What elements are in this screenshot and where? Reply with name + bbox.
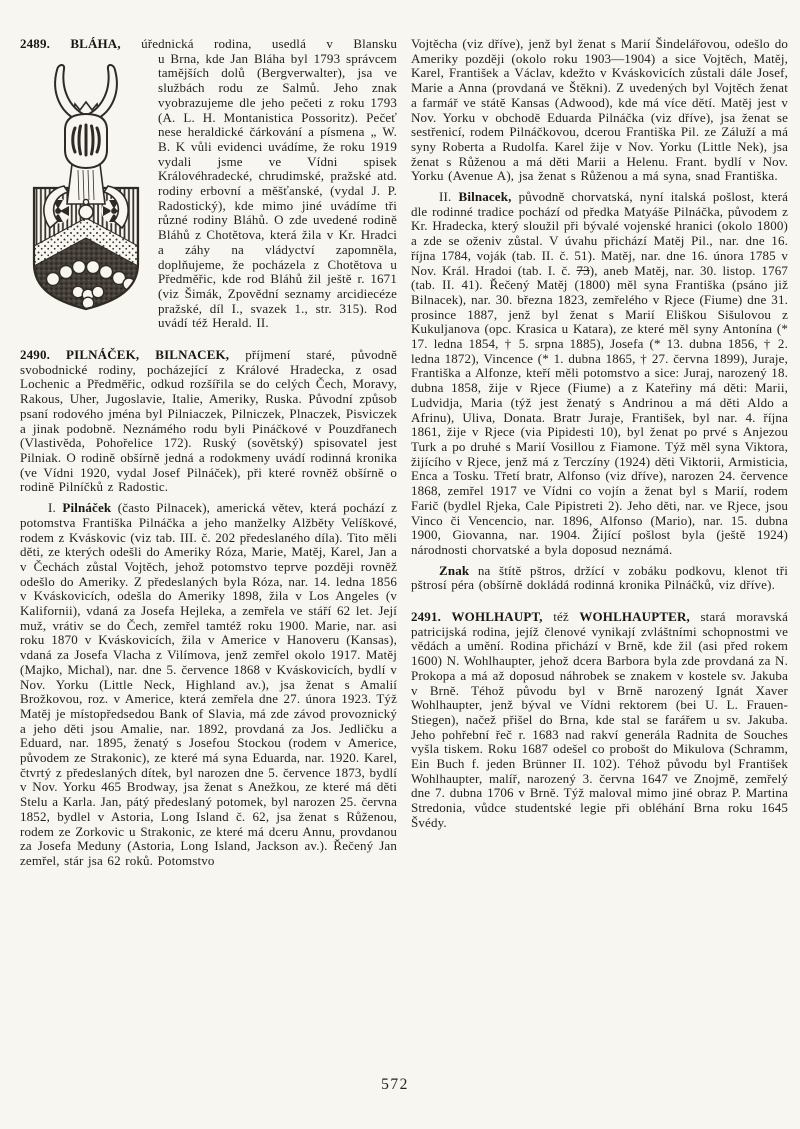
entry-lead-text: úřednická rodina, usedlá v Blansku — [141, 36, 397, 51]
entry-body: příjmení staré, původně svobodnické rodiny, pocházející z Králové Hradecka, z osad Lochenic a Předměřic, odkud rozšířila se do celých Čech, Moravy, Rakous, Uher, Jugoslavie, Italie, Ameriky, Ruska. Původní způsob psaní rodového jména byl Pilniaczek, Pilniczek, Plnaczek, Pisviczek a jinak podobně. Neznámého rodu byli Pináčkové v Pouzdřanech (Vlastivěda, Pohořelice 172). Ruský (sovětský) spisovatel jest Pilniak. O rodině obšírně jedná a rodokmeny uvádí rodinná kronika (ve Vídni 1920, vydal Josef Pilnáček), při které rovněž obšírně o rodině Pilníčků z Radostic. — [20, 347, 398, 495]
entry-number: 2490. — [20, 347, 50, 363]
entry-blaha-body-wrap — [20, 52, 397, 331]
branch-roman-numeral: I. — [48, 500, 56, 516]
branch-roman-numeral: II. — [439, 189, 452, 205]
struck-number: 73 — [576, 262, 590, 278]
coat-of-arms-figure — [30, 62, 142, 312]
paragraph-body-part-a: původně chorvatská, nyní italská pošlost, která dle rodinné tradice pochází od předka Matyáše Pilnáčka, původem z Kr. Hradecka, který sloužil při bývalé vojenské hranici (okolo 1800) a zde se oženiv zůstal. V úvahu přichází Matěj Pil., nar. dne 16. října 1784, voják (tab. II. č. 51). Matěj, nar. dne 16. února 1785 v Nov. Král. Hradoi (tab. I. č. — [411, 189, 789, 278]
entry-pilnacek — [20, 348, 397, 495]
entry-conjunction: též — [553, 609, 569, 625]
blaha-coat-of-arms-icon — [30, 62, 142, 312]
entry-alt-name: WOHLHAUPTER, — [579, 609, 690, 625]
entry-wohlhaupt — [411, 610, 788, 831]
entry-name: PILNÁČEK, BILNACEK, — [66, 347, 230, 363]
paragraph-znak — [411, 564, 788, 593]
paragraph-body: na štítě pštros, držící v zobáku podkovu, klenot tři pštrosí péra (obšírně dokládá rodinná kronika Pilnáčků, viz dříve). — [411, 562, 788, 593]
entry-name: WOHLHAUPT, — [451, 609, 543, 625]
page-number: 572 — [381, 1076, 409, 1093]
entry-number: 2489. — [20, 36, 50, 51]
entry-body: stará moravská patricijská rodina, jejíž členové vynikají zvláštními schopnostmi ve vědách a umění. Rodina přichází v Brně, kde žil (asi před rokem 1600) N. Wohlhaupter, jehož dcera Barbora byla zde provdaná za N. Prokopa a má až doposud náhrobek se znakem v kostele sv. Jakuba v Brně. Téhož původu byl v Brně narozený Ignát Xaver Wohlhaupter, jenž býval ve Vídni rektorem (bei U. L. Frauen-Stiegen), načež přišel do Brna, kde stal se farářem u sv. Jakuba. Jeho pohřební řeč r. 1683 nad rakví generála Radnita de Souches vyšla tiskem. Roku 1687 odešel co probošt do Mikulova (Schramm, Ein Buch f. jeden Brünner II. 102). Téhož původu byl František Wohlhaupter, malíř, narozený 3. června 1647 ve Znojmě, zemřelý dne 7. dubna 1706 v Brně. Týž maloval mimo jiné obraz P. Martina Stredonia, vůdce studentské legie při obléhání Brna roku 1645 Švédy. — [411, 609, 788, 830]
entry-number: 2491. — [411, 609, 441, 625]
left-column — [20, 37, 397, 869]
paragraph-pilnacek-I — [20, 501, 397, 869]
entry-blaha-body: u Brna, kde Jan Bláha byl 1793 správcem tamějších dolů (Bergverwalter), jsa ve službách rodu ze Salmů. Jeho znak vyobrazujeme dle jeho pečeti z roku 1793 (A. L. H. Montanistica Possoritz). Pečeť nese heraldické čárkování a písmena „ W. B. K vůli evidenci uvádíme, že roku 1919 vydali jsme ve Vídni spisek Královéhradecké, chrudimské, pražské atd. rodiny erbovní a měšťanské, (vydal J. P. Radostický), kde mimo jiné uvádíme tři různé rodiny Bláhů. O zde uvedené rodině Bláhů z Chotětova, která žila v Kr. Hradci a záhy na vládyctví zapomněla, doplňujeme, že pocházela z Chotětova u Předměřic, kde rod Bláhů žil ještě r. 1671 (viz Šimák, Zpovědní seznamy arcidiecéze pražské, díl I., svazek 1., str. 315). Rod uvádí též Herald. II. — [158, 50, 397, 331]
branch-name: Bilnacek, — [458, 189, 512, 205]
paragraph-continuation: Vojtěcha (viz dříve), jenž byl ženat s Marií Šindelářovou, odešlo do Ameriky později (okolo roku 1903—1904) a sice Vojtěch, Matěj, Karel, František a Václav, kdežto v Kváskovicích zůstali dále Josef, Marie a Anna (provdaná ve Štěkni). Z uvedených byl Vojtěch ženat a farmář ve státě Kansas (Adwood), kde má více dětí. Matěj jest v Nov. Yorku v obchodě Eduarda Pilnáčka (viz dříve), jsa ženat se sestřenicí, rodem Pilnáčkovou, dcerou Františka Pil. ze Záluží a má syny Roberta a Rudolfa. Karel žije v Nov. Yorku (Little Nek), jsa ženat s Růženou a má děti Marii a Helenu. Frant. bydlí v Nov. Yorku (Avenue A), jsa ženat s Růženou a má syna, snad Františka. — [411, 36, 788, 184]
paragraph-bilnacek-II — [411, 190, 788, 558]
entry-blaha-heading-line — [20, 37, 397, 52]
entry-blaha — [20, 37, 397, 331]
paragraph-body: (často Pilnacek), americká větev, která pochází z potomstva Františka Pilnáčka a jeho manželky Alžběty Velíškové, rodem z Kváskovic (viz tab. III. č. 202 předeslaného díla). Tito měli děti, ze kterých odešli do Ameriky Róza, Marie, Matěj, Karel, Jan a v Čechách zůstal Vojtěch, jehož potomstvo teprve později rovněž odešlo do Ameriky. Z předeslaných byla Róza, nar. 14. ledna 1856 v Kváskovicích, odešla do Ameriky 1898, žila v Los Angeles (v Kalifornii), vdaná za Josefa Hejleka, a zemřela ve stáří 62 let. Její muž, vrátiv se do Čech, zemřel tamtéž roku 1900. Marie, nar. asi roku 1870 v Kváskovicích, žila v Americe v Hanoveru (Kansas), vdaná za Josefa Vlacha z Vilímova, jenž zemřel okolo 1917. Matěj (Majko, Michal), nar. dne 5. července 1868 v Kváskovicích, bydlí v Nov. Yorku (Little Neck, Highland av.), jsa ženat s Amalií Brožkovou, roz. v Americe, která zemřela dne 27. února 1923. Týž Matěj je místopředsedou Bank of Slavia, má zde závod provoznický a jeho děti jsou Amalie, nar. 1892, provdaná za Jos. Jedličku a Eduard, nar. 1895, ženatý s Josefou Stockou (rodem v Americe, původem ze Strakonic), ze které má syna Eduarda, nar. 1920. Karel, čtvrtý z předeslaných dítek, byl narozen dne 5. července 1873, bydlí v Nov. Yorku 465 Brodway, jsa ženat s Anežkou, ze které má děti Stelu a Karla. Jan, pátý předeslaný potomek, byl narozen 25. června 1852, bydlel v Astoria, Long Island č. 62, jsa ženat s Růženou, rodem ze Zorkovic u Strakonic, ze které má dceru Annu, provdanou za Josefa Meduny (Astoria, Long Island, Jackson av.). Řečený Jan zemřel, stár jsa 62 roků. Potomstvo — [20, 500, 398, 868]
right-column — [411, 37, 788, 869]
branch-name: Pilnáček — [62, 500, 112, 516]
text-columns — [20, 37, 788, 869]
entry-name: BLÁHA, — [70, 36, 121, 51]
znak-label: Znak — [439, 562, 470, 578]
paragraph-body-part-b: ), aneb Matěj, nar. 30. listop. 1767 (tab. II. 41). Řečený Matěj (1800) měl syna Františka (psáno již Bilnacek), nar. 30. března 1823, zemřelého v Rjece (Fiume) dne 31. prosince 1887, jenž byl ženat s Marií Eliškou Sišulovou z Kukuljanova (opc. Krasica u Katara), ze které měl syny Antonína (* 17. ledna 1854, † 5. srpna 1885), Josefa (* 13. dubna 1856, † 2. ledna 1872), Vincence (* 1. dubna 1865, † 27. června 1899), Juraje, Františka a Alfonze, kteří měli potomstvo a sice: Juraj, narozený 18. dubna 1858, žije v Rjece (Fiume) a z Kateřiny má děti: Marii, Ludvidja, Maria (týž jest ženatý s Andrinou a má děti Aldo a Afrinu), Uliva, Donata. Bratr Juraje, František, byl nar. 4. října 1861, žije v Rjece (via Pipidesti 10), byl ženat po prvé s Anjezou Turk a po druhé s Marií Vosillou z Fiamone. Týž měl syna Viktora, žijícího v Rjece, jenž má z Terczíny (1924) děti Viktorii, Armisticia, Enca a Tosku. Třetí bratr, Alfonso (viz dříve), narozen 24. července 1868, zemřel 1917 ve Vídni co vojín a ženat byl s Marií, rodem Farič (bydlel Rjeka, Cale Pipistreti 2). Jeho děti, nar. ve Rjece, jsou Vinco či Vencencio, nar. 1896, Alfonso (Mario), nar. 15. dubna 1900, Giovanna, nar. 1904. Žijící pošlost byla (ještě 1924) národnosti chorvatské a byla doposud neznámá. — [411, 262, 789, 557]
